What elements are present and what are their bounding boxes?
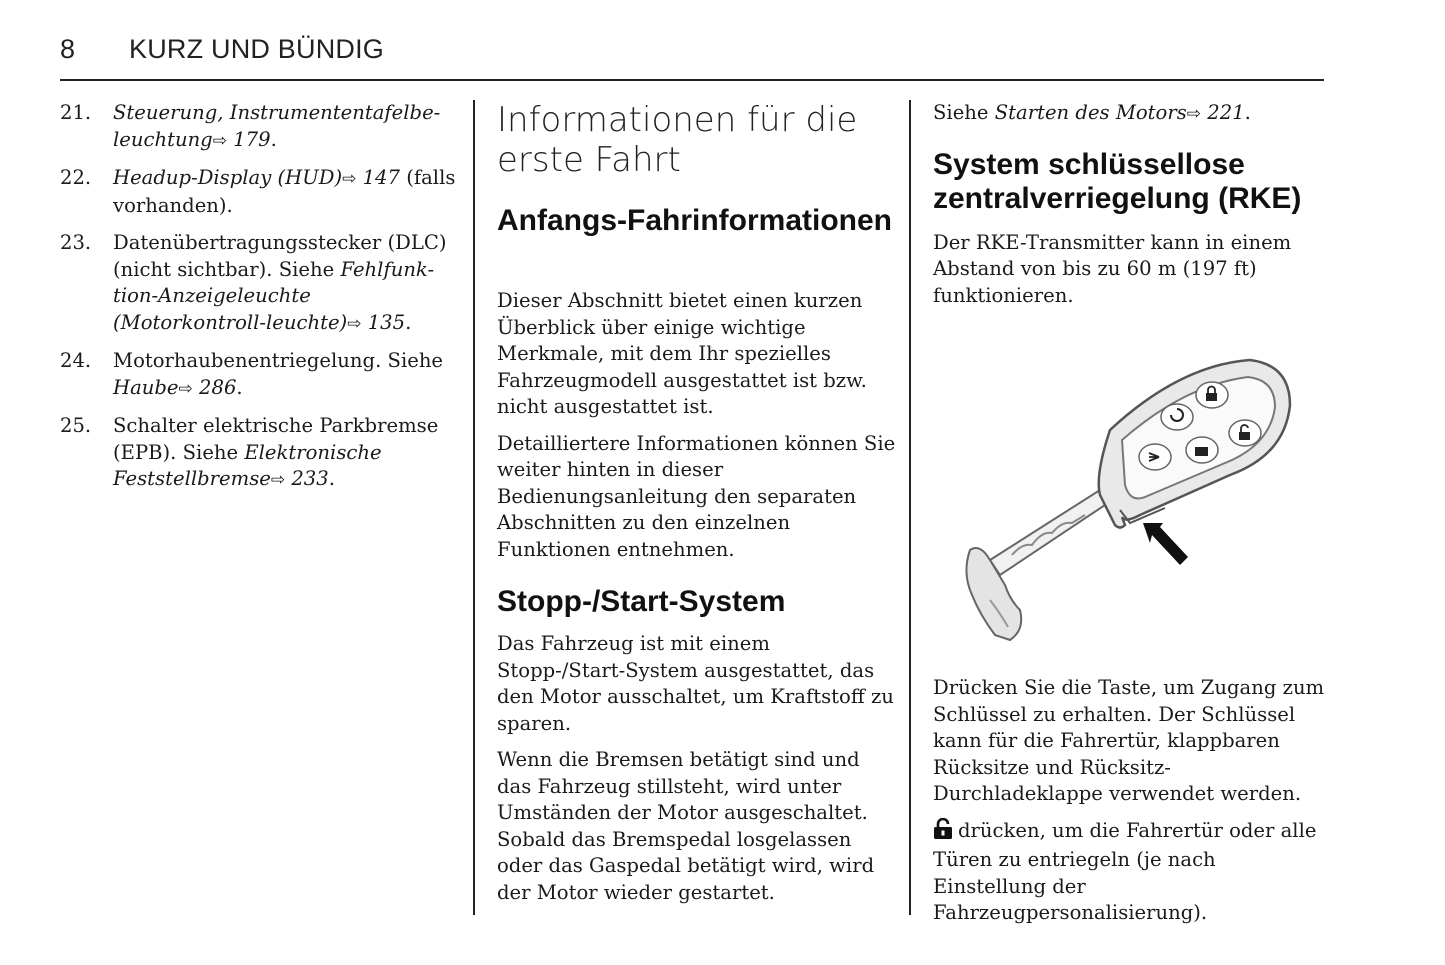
paragraph: Drücken Sie die Taste, um Zugang zum Schlüssel zu erhalten. Der Schlüssel kann für die Fahrertür, klappbaren Rücksitze und Rücksitz-Durchladeklappe verwendet werden. <box>933 676 1325 805</box>
column-divider <box>473 100 475 915</box>
list-text <box>113 230 460 337</box>
text-run: . <box>270 127 277 151</box>
page-ref-arrow-icon: ⇨ <box>178 378 193 399</box>
see-prefix: Siehe <box>933 101 995 124</box>
cross-reference-link[interactable]: Starten des Motors <box>994 101 1187 124</box>
cross-reference: 135 <box>361 310 406 334</box>
column-1 <box>60 100 460 505</box>
text-run: Datenübertragungsstecker (DLC) (nicht sichtbar). Siehe <box>113 231 447 281</box>
text-run: Schalter elektrische Parkbremse (EPB). Siehe <box>113 414 439 464</box>
list-item <box>60 100 460 154</box>
column-2 <box>497 100 897 906</box>
cross-reference: 233 <box>285 467 329 490</box>
column-divider <box>909 100 911 915</box>
heading-stop-start: Stopp-/Start-System <box>497 585 786 618</box>
pointer-arrow <box>1143 523 1188 565</box>
cross-reference: 147 <box>356 166 400 189</box>
list-text <box>113 165 460 219</box>
page-ref-arrow-icon: ⇨ <box>212 130 227 151</box>
heading-first-drive: Anfangs-Fahrinformationen <box>497 204 892 237</box>
list-number: 21. <box>60 101 92 124</box>
section-title: KURZ UND BÜNDIG <box>129 34 385 64</box>
list-item <box>60 230 460 337</box>
fob-body <box>1099 360 1290 528</box>
text-run: Motorhaubenentriegelung. Siehe <box>113 349 444 372</box>
paragraph: drücken, um die Fahrertür oder alle Türen zu entriegeln (je nach Einstellung der Fahrzeugpersonalisierung). <box>933 818 1317 924</box>
list-number: 22. <box>60 166 92 189</box>
list-number: 25. <box>60 414 92 437</box>
list-item <box>60 413 460 494</box>
cross-reference: Headup-Display (HUD) <box>113 166 343 189</box>
chapter-title: Informationen für die erste Fahrt <box>497 100 858 180</box>
cross-reference: 286 <box>192 375 237 399</box>
paragraph: Der RKE-Transmitter kann in einem Abstand von bis zu 60 m (197 ft) funktionieren. <box>933 230 1292 307</box>
unlock-icon <box>933 818 953 848</box>
page-ref-arrow-icon: ⇨ <box>342 169 357 189</box>
numbered-list <box>60 100 460 494</box>
list-number: 24. <box>60 349 92 372</box>
list-number: 23. <box>60 231 92 254</box>
cross-reference: 179 <box>226 127 271 151</box>
text-run: . <box>236 375 243 399</box>
text-run: (falls vorhanden). <box>113 166 456 217</box>
page-ref-arrow-icon: ⇨ <box>347 313 362 334</box>
page-ref-arrow-icon: ⇨ <box>1186 104 1202 124</box>
page-ref: 221 <box>1201 101 1245 124</box>
paragraph: Dieser Abschnitt bietet einen kurzen Überblick über einige wichtige Merkmale, mit dem Ihr spezielles Fahrzeugmodell ausgestattet ist bzw. nicht ausgestattet ist. <box>497 289 867 418</box>
see-reference: Siehe Starten des Motors⇨ 221. <box>933 101 1251 124</box>
list-text <box>113 348 460 402</box>
heading-rke: System schlüssellose zentralverriegelung (RKE) <box>933 147 1302 215</box>
list-item <box>60 165 460 219</box>
page-ref-arrow-icon: ⇨ <box>270 470 286 490</box>
paragraph: Das Fahrzeug ist mit einem Stopp-/Start-System ausgestattet, das den Motor ausschaltet, um Kraftstoff zu sparen. <box>497 632 894 735</box>
cross-reference: Steuerung, Instrumententafelbe-leuchtung <box>113 101 441 151</box>
paragraph: Detailliertere Informationen können Sie weiter hinten in dieser Bedienungsanleitung den separaten Abschnitten zu den einzelnen Funktionen entnehmen. <box>497 431 896 561</box>
page-number: 8 <box>60 34 76 64</box>
key-fob-illustration <box>950 345 1310 655</box>
list-text <box>113 413 460 494</box>
list-item <box>60 348 460 402</box>
cross-reference: Elektronische Feststellbremse <box>113 440 382 490</box>
paragraph: Wenn die Bremsen betätigt sind und das Fahrzeug stillsteht, wird unter Umständen der Motor ausgeschaltet. Sobald das Bremspedal losgelassen oder das Gaspedal betätigt wird, wird der Motor wieder gestartet. <box>497 748 875 904</box>
cross-reference: Fehlfunk-tion-Anzeigeleuchte (Motorkontroll-leuchte) <box>113 257 435 334</box>
text-run: . <box>328 467 335 490</box>
list-text <box>113 100 460 154</box>
key-blade <box>966 490 1108 640</box>
page-header <box>60 34 1324 81</box>
text-run: . <box>405 310 412 334</box>
cross-reference: Haube <box>113 375 179 399</box>
